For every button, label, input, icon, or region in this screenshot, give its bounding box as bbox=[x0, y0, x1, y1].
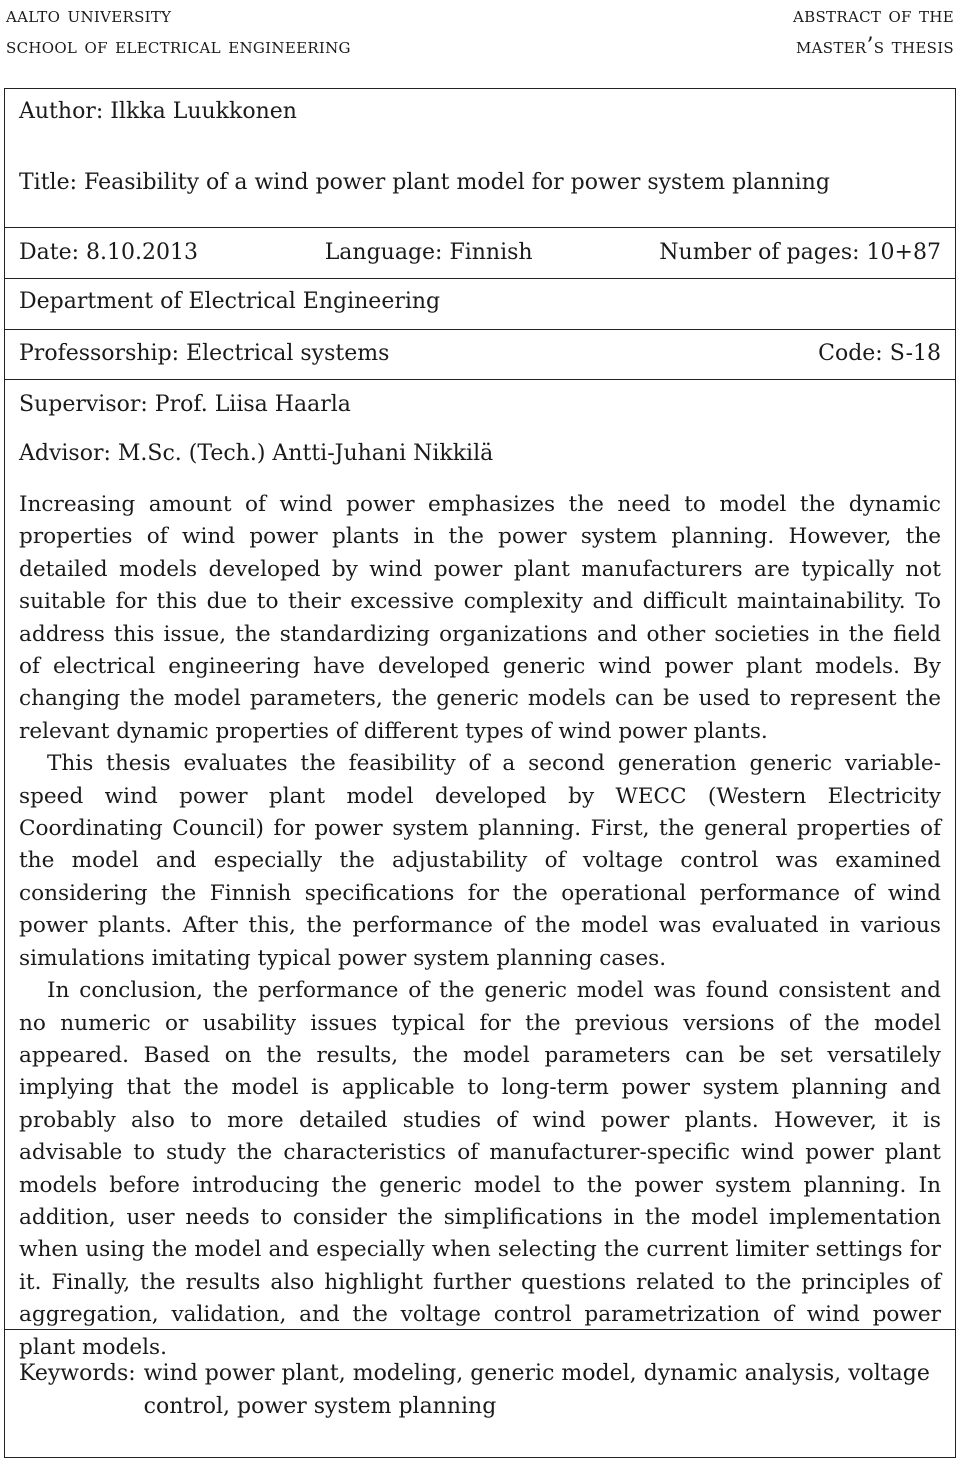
abstract-paragraph: In conclusion, the performance of the generic model was found consistent and no numeric or usability issues typical for the previous versions of the model appeared. Based on the results, the model parameters can be set versatilely implying that the model is applicable to long-term power system planning and probably also to more detailed studies of wind power plants. However, it is advisable to study the characteristics of manufacturer-specific wind power plant models before introducing the generic model to the power system planning. In addition, user needs to consider the simplifications in the model implementation when using the model and especially when selecting the current limiter settings for it. Finally, the results also highlight further questions related to the principles of aggregation, validation, and the voltage control parametrization of wind power plant models. bbox=[19, 978, 941, 1360]
divider bbox=[5, 329, 955, 330]
divider bbox=[5, 379, 955, 380]
keywords-text: wind power plant, modeling, generic model, dynamic analysis, voltage control, power system planning bbox=[143, 1361, 930, 1419]
keywords-row bbox=[19, 1357, 941, 1423]
document-type-line1: abstract of the bbox=[793, 3, 954, 28]
language-field: Language: Finnish bbox=[324, 240, 533, 265]
title-line: Title: Feasibility of a wind power plant model for power system planning bbox=[19, 170, 830, 195]
divider bbox=[5, 227, 955, 228]
divider bbox=[5, 1329, 955, 1330]
abstract-text bbox=[19, 489, 941, 1364]
abstract-frame bbox=[4, 88, 956, 1458]
university-header bbox=[6, 0, 351, 62]
pages-field: Number of pages: 10+87 bbox=[659, 240, 941, 265]
code-field: Code: S-18 bbox=[818, 341, 941, 366]
abstract-paragraph: This thesis evaluates the feasibility of a second generation generic variable-speed wind power plant model developed by WECC (Western Electricity Coordinating Council) for power system planning. First, the general properties of the model and especially the adjustability of voltage control was examined considering the Finnish specifications for the operational performance of wind power plants. After this, the performance of the model was evaluated in various simulations imitating typical power system planning cases. bbox=[19, 751, 941, 971]
university-name: aalto university bbox=[6, 3, 172, 28]
supervisor-line: Supervisor: Prof. Liisa Haarla bbox=[19, 392, 351, 417]
abstract-paragraph: Increasing amount of wind power emphasizes the need to model the dynamic properties of wind power plants in the power system planning. However, the detailed models developed by wind power plant manufacturers are typically not suitable for this due to their excessive complexity and difficult maintainability. To address this issue, the standardizing organizations and other societies in the field of electrical engineering have developed generic wind power plant models. By changing the model parameters, the generic models can be used to represent the relevant dynamic properties of different types of wind power plants. bbox=[19, 492, 941, 744]
document-type-header bbox=[793, 0, 954, 62]
professorship-field: Professorship: Electrical systems bbox=[19, 341, 390, 366]
school-name: school of electrical engineering bbox=[6, 34, 351, 59]
date-language-pages-row bbox=[19, 240, 941, 265]
date-field: Date: 8.10.2013 bbox=[19, 240, 198, 265]
advisor-line: Advisor: M.Sc. (Tech.) Antti-Juhani Nikkilä bbox=[19, 441, 494, 466]
divider bbox=[5, 278, 955, 279]
professorship-row bbox=[19, 341, 941, 366]
department-line: Department of Electrical Engineering bbox=[19, 289, 441, 314]
author-line: Author: Ilkka Luukkonen bbox=[19, 99, 297, 124]
keywords-label: Keywords: bbox=[19, 1361, 136, 1386]
document-type-line2: master’s thesis bbox=[796, 34, 954, 59]
